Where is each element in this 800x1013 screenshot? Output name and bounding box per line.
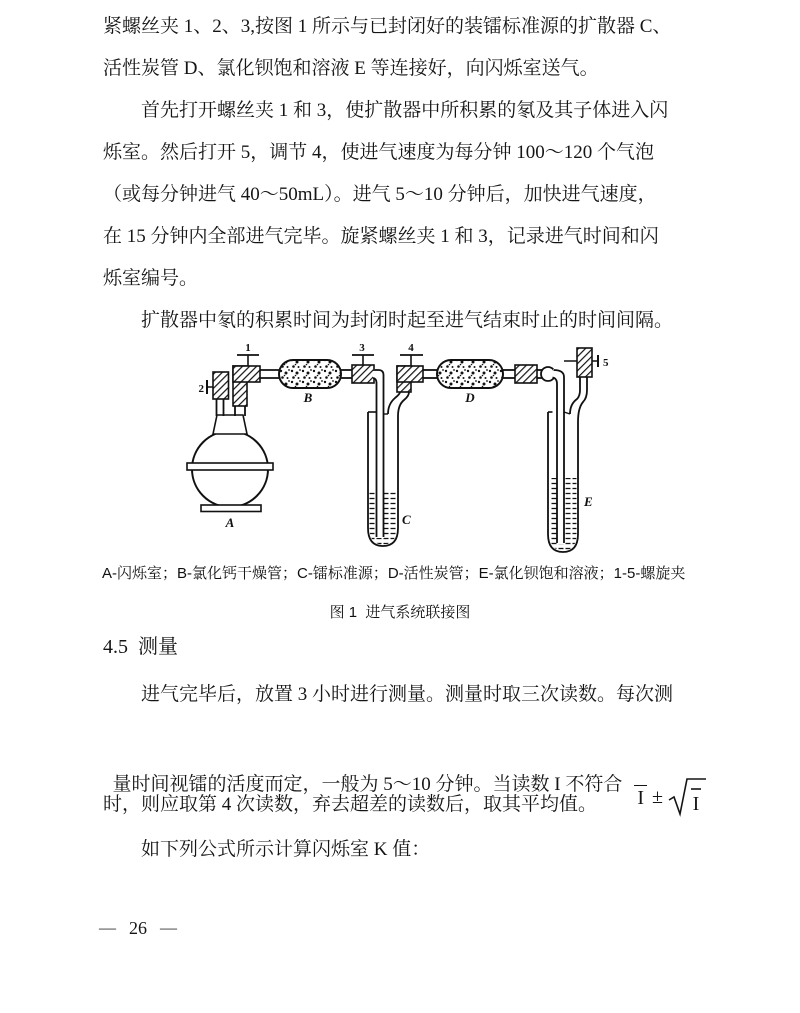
label-clamp-2: 2: [198, 383, 204, 395]
bulb-joint: [541, 367, 555, 381]
drying-tube-b: [279, 360, 341, 405]
figure-caption: A-闪烁室；B-氯化钙干燥管；C-镭标准源；D-活性炭管；E-氯化钡饱和溶液；1-5-螺旋夹: [102, 565, 686, 582]
figure-title: 图 1 进气系统联接图: [329, 604, 471, 621]
label-d: D: [465, 390, 475, 405]
measure-line: 进气完毕后，放置 3 小时进行测量。测量时取三次读数。每次测: [141, 684, 674, 705]
plus-minus-sign: ±: [652, 786, 663, 808]
solution-tube-e: [548, 369, 593, 552]
body-line: 活性炭管 D、氯化钡饱和溶液 E 等连接好，向闪烁室送气。: [103, 58, 599, 79]
footer-dash: —: [160, 918, 177, 937]
label-c: C: [402, 512, 411, 527]
body-line: 首先打开螺丝夹 1 和 3，使扩散器中所积累的氡及其子体进入闪: [141, 100, 669, 121]
body-line: 烁室。然后打开 5，调节 4，使进气速度为每分钟 100～120 个气泡: [103, 142, 655, 163]
body-line: 在 15 分钟内全部进气完毕。旋紧螺丝夹 1 和 3，记录进气时间和闪: [103, 226, 659, 247]
tube-connector: [515, 365, 537, 383]
label-a: A: [225, 515, 235, 530]
clamp-4: [397, 342, 423, 392]
label-clamp-1: 1: [245, 342, 251, 354]
label-clamp-5: 5: [603, 357, 609, 369]
body-line: 扩散器中氡的积累时间为封闭时起至进气结束时止的时间间隔。: [141, 310, 674, 331]
label-clamp-4: 4: [408, 342, 414, 354]
label-e: E: [584, 494, 593, 509]
measure-line: 时，则应取第 4 次读数，弃去超差的读数后，取其平均值。: [103, 794, 598, 815]
body-line: （或每分钟进气 40～50mL）。进气 5～10 分钟后，加快进气速度，: [103, 184, 657, 205]
body-line: 紧螺丝夹 1、2、3,按图 1 所示与已封闭好的装镭标准源的扩散器 C、: [103, 16, 672, 37]
page-number: [99, 916, 177, 940]
body-line: 烁室编号。: [103, 268, 199, 289]
clamp-1: [233, 342, 260, 416]
clamp-5: [564, 348, 609, 377]
clamp-2: [199, 372, 230, 416]
flask-a: [187, 415, 273, 530]
label-clamp-3: 3: [359, 342, 365, 354]
footer-dash: —: [99, 918, 116, 937]
clamp-3: [352, 342, 374, 383]
gas-intake-system-diagram: [180, 336, 620, 568]
footer-page-number: 26: [129, 917, 147, 938]
source-tube-c: [368, 369, 411, 546]
section-heading: 4.5 测量: [103, 636, 178, 658]
label-b: B: [303, 390, 313, 405]
i-bar-term: I: [634, 785, 647, 809]
figure-diagram: [180, 336, 620, 568]
carbon-tube-d: [437, 360, 503, 405]
measure-line: 如下列公式所示计算闪烁室 K 值：: [141, 839, 431, 860]
measure-line-text: 量时间视镭的活度而定，一般为 5～10 分钟。当读数 I 不符合: [112, 774, 623, 795]
body-paragraphs: [103, 6, 728, 342]
sqrt-radicand: I: [692, 793, 700, 815]
